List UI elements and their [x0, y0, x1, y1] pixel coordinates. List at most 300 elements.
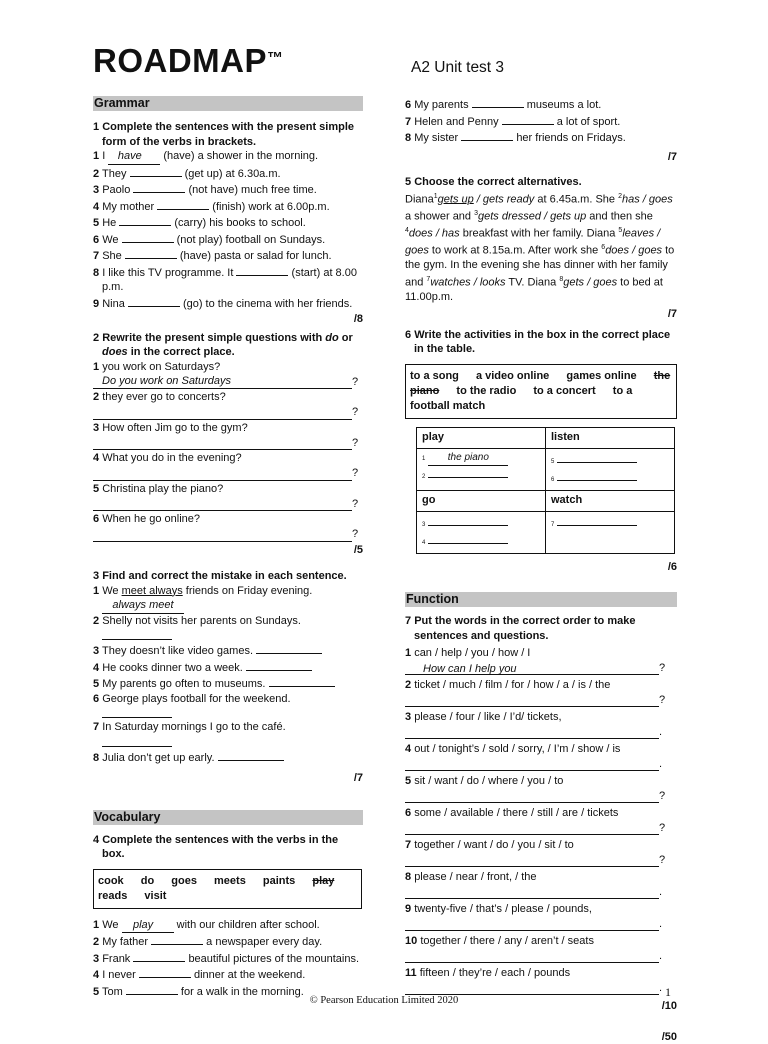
gap-number: 2: [618, 192, 622, 200]
answer-blank[interactable]: [102, 706, 172, 718]
item-number: 4: [93, 200, 100, 213]
item-text: with our children after school.: [176, 918, 320, 931]
answer-blank[interactable]: [405, 790, 659, 803]
gap-number: 6: [601, 243, 606, 251]
answer-line: [405, 789, 677, 804]
item-number: 7: [405, 839, 412, 852]
answer-blank[interactable]: [269, 675, 335, 687]
question-6-instruction: 6 Write the activities in the box in the correct place in the table.: [405, 328, 671, 356]
answer-blank[interactable]: [133, 181, 185, 193]
answer-blank[interactable]: [461, 129, 513, 141]
item-text: together / want / do / you / sit / to: [414, 839, 574, 852]
question-4-items-continued: [405, 96, 677, 146]
answer-blank[interactable]: [405, 726, 659, 739]
alternative-choice[interactable]: / gets ready: [473, 193, 535, 206]
item-text: dinner at the weekend.: [193, 969, 306, 981]
end-punctuation: .: [659, 949, 663, 962]
page-number: 1: [665, 985, 671, 999]
paragraph-text: TV. Diana: [505, 276, 560, 289]
answer-blank[interactable]: [93, 496, 352, 511]
answer-blank[interactable]: [93, 527, 352, 542]
question-7-instruction: 7 Put the words in the correct order to make sentences and questions.: [405, 615, 636, 642]
copyright-footer: © Pearson Education Limited 2020: [309, 995, 459, 1006]
activities-table: [416, 427, 675, 554]
unit-title: A2 Unit test 3: [411, 59, 505, 76]
item-number: 1: [93, 918, 100, 931]
item-text: Helen and Penny: [414, 115, 499, 128]
answer-line: [93, 374, 363, 389]
gap-number: 8: [559, 275, 564, 283]
item-text: I: [102, 150, 106, 162]
paragraph-text: to work at 8.15a.m. After work she: [428, 244, 602, 257]
list-item: [93, 264, 363, 295]
answer-blank[interactable]: [405, 950, 659, 963]
item-text: My mother: [102, 200, 155, 213]
list-item: [93, 451, 363, 466]
item-number: 4: [93, 969, 100, 981]
answer-line: [93, 598, 363, 614]
list-item: [93, 295, 363, 312]
item-text: Shelly not visits her parents on Sundays.: [102, 614, 301, 627]
answer-blank[interactable]: [157, 198, 209, 210]
item-text: a newspaper every day.: [206, 936, 323, 948]
table-head-watch: watch: [546, 490, 675, 511]
right-column: [405, 96, 677, 1044]
list-item: [93, 390, 363, 405]
box-activity: to a song: [410, 369, 459, 382]
item-text: He cooks dinner two a week.: [102, 661, 243, 674]
list-item: [405, 902, 677, 917]
item-text: George plays football for the weekend.: [102, 692, 291, 705]
question-5-instruction: 5 Choose the correct alternatives.: [405, 176, 582, 188]
item-text: Tom: [101, 985, 123, 998]
item-number: 3: [93, 184, 100, 196]
item-text: (have) pasta or salad for lunch.: [179, 250, 332, 262]
item-number: 3: [405, 711, 412, 724]
alternative-choice[interactable]: gets dressed / gets up: [478, 210, 587, 223]
answer-blank[interactable]: [405, 694, 659, 707]
answer-blank[interactable]: [102, 628, 172, 640]
item-text: they ever go to concerts?: [102, 391, 226, 403]
answer-blank[interactable]: [236, 264, 288, 276]
item-number: 8: [93, 266, 100, 279]
question-3-instruction: 3 Find and correct the mistake in each sentence.: [93, 570, 347, 582]
item-text: She: [102, 250, 122, 262]
list-item: [93, 966, 363, 983]
question-2-items: [93, 360, 363, 542]
list-item: [93, 149, 363, 165]
item-text: (not play) football on Sundays.: [176, 233, 326, 246]
list-item: [405, 678, 677, 693]
item-text: Nina: [102, 297, 125, 310]
sample-answer: play: [122, 918, 174, 934]
answer-blank[interactable]: [122, 231, 174, 243]
item-text: Julia don’t get up early.: [102, 751, 215, 764]
end-punctuation: .: [659, 917, 663, 930]
item-number: 2: [93, 391, 100, 403]
list-item: [93, 642, 363, 659]
item-number: 8: [405, 871, 412, 884]
table-cell-go: 3 4: [417, 511, 546, 553]
item-number: 8: [405, 132, 412, 144]
item-number: 6: [405, 99, 412, 111]
list-item: [93, 614, 363, 629]
alternative-choice[interactable]: does / goes: [605, 244, 663, 257]
item-number: 1: [93, 584, 100, 597]
gap-number: 3: [474, 209, 479, 217]
item-number: 5: [93, 482, 100, 495]
list-item: [405, 710, 677, 725]
item-text: fifteen / they’re / each / pounds: [419, 967, 571, 980]
item-number: 9: [405, 903, 412, 916]
list-item: [93, 360, 363, 375]
item-number: 3: [93, 421, 100, 434]
list-item: [93, 749, 363, 766]
alternative-choice[interactable]: watches / looks: [430, 276, 506, 289]
paragraph-text: a shower and: [405, 210, 475, 223]
item-number: 6: [93, 513, 100, 525]
answer-line: [93, 435, 363, 450]
box-activity: games online: [566, 369, 637, 382]
answer-line: [405, 917, 677, 932]
list-item: [93, 214, 363, 231]
item-text: museums a lot.: [526, 99, 602, 111]
box-activity: a video online: [475, 369, 550, 382]
item-text: When he go online?: [102, 513, 201, 525]
item-text: sit / want / do / where / you / to: [414, 775, 564, 788]
question-mark: ?: [352, 497, 359, 510]
list-item: [93, 584, 363, 599]
alternative-choice[interactable]: gets up: [437, 193, 474, 206]
paragraph-text: Diana: [405, 193, 434, 206]
end-punctuation: ?: [659, 821, 666, 834]
item-text: My father: [102, 936, 149, 948]
table-head-listen: listen: [546, 427, 675, 448]
item-text: (start) at 8.00 p.m.: [102, 266, 357, 293]
item-text: some / available / there / still / are / tickets: [414, 807, 619, 820]
item-text: you work on Saturdays?: [102, 360, 221, 373]
answer-blank[interactable]: [93, 405, 352, 420]
item-text: (have) a shower in the morning.: [163, 150, 319, 162]
item-text: Christina play the piano?: [102, 482, 224, 495]
item-text: My parents go often to museums.: [102, 678, 266, 690]
paragraph-text: at 6.45a.m. She: [534, 193, 619, 206]
alternative-choice[interactable]: gets / goes: [563, 276, 618, 289]
item-number: 2: [93, 936, 100, 948]
item-text: for a walk in the morning.: [180, 985, 304, 998]
list-item: [93, 421, 363, 436]
answer-blank[interactable]: [405, 822, 659, 835]
answer-line: [405, 757, 677, 772]
answer-blank[interactable]: [502, 113, 554, 125]
list-item: [405, 934, 677, 949]
list-item: [93, 659, 363, 676]
question-mark: ?: [352, 467, 359, 479]
blank[interactable]: [428, 466, 508, 478]
item-text: a lot of sport.: [556, 115, 621, 128]
list-item: [93, 692, 363, 707]
item-text: (carry) his books to school.: [174, 217, 306, 229]
item-number: 2: [405, 679, 412, 692]
answer-blank[interactable]: [126, 983, 178, 995]
sample-answer: always meet: [102, 598, 184, 614]
item-number: 4: [93, 661, 100, 674]
answer-blank[interactable]: [119, 214, 171, 226]
item-text: My sister: [414, 132, 459, 144]
item-number: 3: [93, 952, 100, 965]
box-word: play: [312, 874, 335, 887]
list-item: [405, 838, 677, 853]
item-number: 4: [405, 743, 412, 756]
question-5-paragraph: [405, 190, 675, 305]
word-box-q4: [93, 869, 362, 909]
answer-line: [93, 466, 363, 481]
answer-blank[interactable]: [405, 886, 659, 899]
score-q4: /7: [667, 150, 677, 163]
item-text: He: [102, 217, 117, 229]
answer-blank[interactable]: [472, 96, 524, 108]
question-7-items: [405, 646, 677, 995]
list-item: [93, 933, 363, 950]
paragraph-text: to bed at 11.00p.m.: [405, 276, 663, 303]
end-punctuation: .: [659, 981, 663, 994]
score-q3: /7: [353, 772, 363, 784]
answer-line: [93, 706, 363, 720]
answer-blank[interactable]: [93, 466, 352, 481]
item-text: My parents: [414, 99, 469, 111]
list-item: [405, 113, 677, 130]
list-item: [405, 96, 677, 113]
item-number: 11: [405, 967, 417, 980]
item-text: We: [102, 233, 119, 246]
item-text: We: [102, 918, 119, 931]
sample-answer: have: [108, 149, 160, 165]
score-q1: /8: [353, 313, 363, 325]
table-head-go: go: [417, 490, 546, 511]
answer-blank[interactable]: [133, 950, 185, 962]
list-item: [93, 720, 363, 735]
gap-number: 7: [426, 275, 431, 283]
list-item: [93, 512, 363, 527]
box-word: visit: [144, 889, 167, 902]
item-number: 1: [405, 647, 412, 660]
answer-the-piano: the piano: [428, 451, 508, 467]
item-number: 8: [93, 751, 100, 764]
list-item: [93, 231, 363, 248]
answer-blank[interactable]: [405, 918, 659, 931]
item-number: 7: [405, 115, 412, 128]
word-box-q6: [405, 364, 677, 419]
question-3-items: [93, 584, 363, 766]
item-number: 9: [93, 297, 100, 310]
answer-blank[interactable]: [218, 749, 284, 761]
item-number: 3: [93, 645, 100, 657]
blank[interactable]: [557, 451, 637, 463]
question-1-instruction: 1 Complete the sentences with the present simple form of the verbs in brackets.: [93, 121, 355, 148]
item-text: (not have) much free time.: [188, 184, 317, 196]
answer-line: [405, 885, 677, 900]
score-q6: /6: [667, 560, 677, 573]
total-score: /50: [661, 1030, 677, 1043]
list-item: [93, 950, 363, 967]
box-word: meets: [214, 874, 246, 887]
table-head-play: play: [417, 427, 546, 448]
item-text: How often Jim go to the gym?: [102, 421, 248, 434]
score-q2: /5: [353, 543, 363, 556]
list-item: [405, 966, 677, 981]
question-4-items: [93, 918, 363, 1000]
item-text: friends on Friday evening.: [185, 584, 313, 597]
end-punctuation: .: [659, 725, 663, 738]
item-number: 6: [405, 807, 412, 820]
box-word: cook: [98, 874, 124, 887]
sample-answer: How can I help you: [405, 662, 659, 675]
box-word: goes: [171, 874, 197, 887]
alternative-choice[interactable]: leaves / goes: [405, 227, 661, 257]
item-text: twenty-five / that’s / please / pounds,: [414, 903, 592, 916]
item-number: 6: [93, 233, 100, 246]
item-number: 7: [93, 250, 100, 262]
left-column: [93, 96, 363, 999]
box-activity: to a football match: [410, 384, 633, 412]
gap-number: 4: [405, 226, 409, 234]
item-number: 6: [93, 692, 100, 705]
item-text: What you do in the evening?: [102, 452, 242, 464]
end-punctuation: ?: [659, 661, 666, 674]
item-text: They: [101, 167, 127, 180]
list-item: [93, 247, 363, 264]
list-item: [93, 482, 363, 497]
item-text: (go) to the cinema with her friends.: [182, 297, 353, 310]
list-item: [405, 870, 677, 885]
table-cell-listen: 5 6: [546, 448, 675, 490]
item-number: 10: [405, 935, 418, 948]
list-item: [405, 742, 677, 757]
answer-line: [405, 661, 677, 676]
answer-line: [93, 496, 363, 511]
question-1-items: [93, 149, 363, 311]
item-number: 5: [93, 678, 100, 690]
answer-line: [93, 405, 363, 420]
answer-line: [93, 735, 363, 749]
item-text: please / near / front, / the: [414, 871, 537, 884]
section-grammar: Grammar: [93, 96, 363, 111]
question-mark: ?: [352, 528, 359, 540]
question-2-instruction: 2 Rewrite the present simple questions with do or does in the correct place.: [93, 331, 353, 358]
question-mark: ?: [352, 406, 359, 418]
list-item: [93, 675, 363, 692]
list-item: [93, 165, 363, 182]
answer-blank[interactable]: [246, 659, 312, 671]
blank[interactable]: [557, 469, 637, 481]
paragraph-text: to the gym. In the evening she has dinner with her family and: [405, 244, 675, 289]
item-number: 2: [93, 167, 100, 180]
item-text: together / there / any / aren’t / seats: [420, 935, 594, 948]
blank[interactable]: [428, 514, 508, 526]
item-text: They doesn’t like video games.: [101, 645, 254, 657]
answer-line: [405, 821, 677, 836]
section-function: Function: [405, 592, 677, 607]
answer-blank[interactable]: [125, 247, 177, 259]
item-number: 5: [93, 217, 100, 229]
score-q5: /7: [667, 308, 677, 321]
answer-blank[interactable]: [128, 295, 180, 307]
item-text: ticket / much / film / for / how / a / is / the: [414, 679, 611, 692]
item-number: 5: [93, 985, 100, 998]
item-text: We: [102, 584, 119, 597]
section-vocabulary: Vocabulary: [93, 810, 363, 825]
paragraph-text: breakfast with her family. Diana: [459, 227, 619, 240]
alternative-choice[interactable]: does / has: [408, 227, 460, 240]
blank[interactable]: [428, 532, 508, 544]
item-text: Paolo: [102, 184, 131, 196]
list-item: [93, 181, 363, 198]
item-text: I never: [102, 969, 136, 981]
item-number: 1: [93, 150, 100, 162]
answer-line: [405, 949, 677, 964]
answer-blank[interactable]: [102, 735, 172, 747]
list-item: [405, 129, 677, 146]
paragraph-text: and then she: [586, 210, 653, 223]
answer-blank[interactable]: [405, 854, 659, 867]
box-activity: to the radio: [456, 384, 517, 397]
answer-blank[interactable]: [405, 758, 659, 771]
item-text: I like this TV programme. It: [102, 266, 234, 279]
item-text: In Saturday mornings I go to the café.: [102, 721, 286, 733]
box-word: reads: [98, 889, 128, 902]
box-word: do: [140, 874, 155, 887]
answer-blank[interactable]: [93, 435, 352, 450]
answer-line: [405, 725, 677, 740]
box-word: paints: [262, 874, 296, 887]
list-item: [405, 806, 677, 821]
end-punctuation: .: [659, 757, 663, 770]
answer-blank[interactable]: [139, 966, 191, 978]
answer-line: [93, 527, 363, 542]
underlined-mistake: meet always: [121, 584, 183, 597]
item-text: beautiful pictures of the mountains.: [188, 952, 360, 965]
list-item: [93, 918, 363, 934]
list-item: [93, 198, 363, 215]
answer-blank[interactable]: [151, 933, 203, 945]
gap-number: 1: [433, 192, 438, 200]
table-cell-watch: 7: [546, 511, 675, 553]
box-activity: to a concert: [533, 384, 596, 397]
box-activity: the piano: [410, 369, 671, 397]
question-mark: ?: [352, 375, 359, 388]
end-punctuation: .: [659, 885, 663, 898]
list-item: [405, 646, 677, 661]
sample-answer: Do you work on Saturdays: [93, 374, 352, 389]
item-text: can / help / you / how / I: [414, 647, 531, 660]
item-text: (get up) at 6.30a.m.: [184, 167, 281, 180]
end-punctuation: ?: [659, 693, 666, 706]
answer-line: [405, 693, 677, 708]
end-punctuation: ?: [659, 789, 666, 802]
item-number: 5: [405, 775, 412, 788]
end-punctuation: ?: [659, 853, 666, 866]
blank[interactable]: [557, 514, 637, 526]
score-q7: /10: [661, 1000, 677, 1013]
answer-blank[interactable]: [256, 642, 322, 654]
item-text: her friends on Fridays.: [516, 132, 626, 144]
answer-line: [405, 853, 677, 868]
table-cell-play: 1 the piano 2: [417, 448, 546, 490]
gap-number: 5: [618, 226, 623, 234]
answer-blank[interactable]: [130, 165, 182, 177]
item-number: 7: [93, 721, 100, 733]
alternative-choice[interactable]: has / goes: [621, 193, 673, 206]
